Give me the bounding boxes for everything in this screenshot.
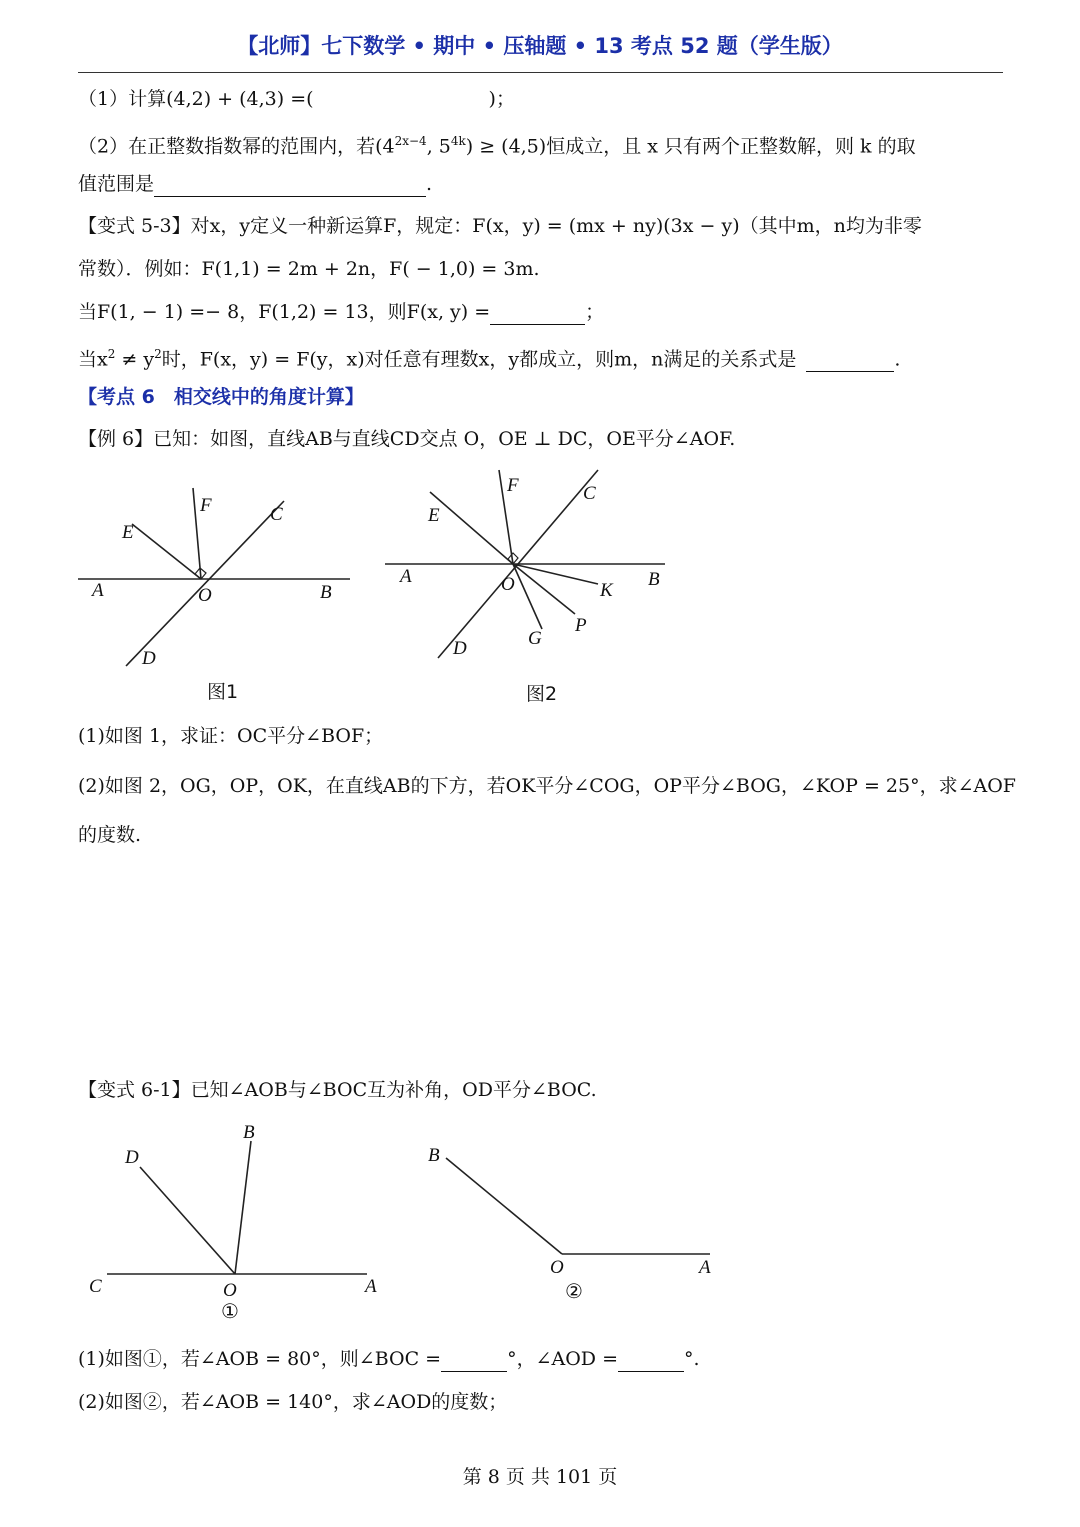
q2-exponent-1: 2x−4 <box>394 134 427 148</box>
figure-4-caption: ② <box>565 1281 583 1303</box>
label-b: B <box>320 582 332 603</box>
example-6-question-1: (1)如图 1，求证：OC平分∠BOF； <box>78 725 384 747</box>
ray-og <box>513 564 542 629</box>
figure-1-caption: 图1 <box>207 681 239 703</box>
label-o: O <box>550 1257 564 1278</box>
question-5-2-part2-cont <box>78 171 432 197</box>
v53-d-exp1: 2 <box>107 347 116 361</box>
answer-blank[interactable] <box>154 176 426 197</box>
v53-d-c: 时，F(x，y) = F(y，x)对任意有理数x，y都成立，则m，n满足的关系式是 <box>161 348 797 371</box>
q1-suffix: )； <box>488 88 515 110</box>
label-d: D <box>142 648 156 669</box>
variant-6-1-question-2: (2)如图②，若∠AOB = 140°，求∠AOD的度数； <box>78 1391 508 1413</box>
figure-4 <box>415 1135 725 1310</box>
label-b: B <box>428 1145 440 1166</box>
figure-3-caption: ① <box>221 1301 239 1323</box>
v53-c-end: ； <box>585 301 605 323</box>
example-6-question-2: (2)如图 2，OG，OP，OK，在直线AB的下方，若OK平分∠COG，OP平分∠BOG，∠KOP = 25°，求∠AOF <box>78 775 1016 797</box>
ray-ob <box>446 1158 562 1254</box>
question-5-2-part2 <box>78 128 916 159</box>
ray-oe <box>132 524 201 579</box>
q2-range-label: 值范围是 <box>78 173 155 195</box>
label-g: G <box>528 628 542 649</box>
answer-blank[interactable] <box>441 1351 507 1372</box>
ray-ob <box>235 1141 251 1274</box>
label-p: P <box>575 615 587 636</box>
variant-6-1-question-1 <box>78 1346 700 1372</box>
label-e: E <box>428 505 440 526</box>
q2-text-c: ) ≥ (4,5)恒成立，且 x 只有两个正整数解，则 k 的取 <box>465 135 916 158</box>
label-a: A <box>699 1257 711 1278</box>
v53-c-text: 当F(1, − 1) =− 8，F(1,2) = 13，则F(x, y) = <box>78 301 491 323</box>
label-d: D <box>125 1147 139 1168</box>
label-a: A <box>92 580 104 601</box>
v53-d-b: ≠ y <box>115 348 155 371</box>
label-f: F <box>200 495 212 516</box>
variant-5-3-line4 <box>78 341 900 372</box>
page-footer: 第 8 页 共 101 页 <box>462 1466 618 1488</box>
ray-od <box>140 1167 235 1274</box>
label-e: E <box>122 522 134 543</box>
label-c: C <box>583 483 596 504</box>
label-c: C <box>89 1276 102 1297</box>
q1-prefix: （1）计算(4,2) + (4,3) =( <box>78 88 314 110</box>
figure-2-caption: 图2 <box>526 683 558 705</box>
section-heading-kaodian-6: 【考点 6 相交线中的角度计算】 <box>78 386 364 408</box>
q2-exponent-2: 4k <box>450 134 466 148</box>
answer-blank[interactable] <box>490 304 585 325</box>
figure-1 <box>70 478 360 713</box>
q2-text-a: （2）在正整数指数幂的范围内，若(4 <box>78 135 395 158</box>
v61-q1-text-c: °. <box>684 1348 700 1370</box>
label-a: A <box>400 566 412 587</box>
variant-5-3-line3 <box>78 299 604 325</box>
label-b: B <box>243 1122 255 1143</box>
label-d: D <box>453 638 467 659</box>
figure-3 <box>80 1115 400 1325</box>
v61-q1-text-b: °，∠AOD = <box>507 1348 619 1370</box>
v53-d-exp2: 2 <box>154 347 162 361</box>
variant-5-3-line1: 【变式 5-3】对x，y定义一种新运算F，规定：F(x，y) = (mx + ny)(3x − y)（其中m，n均为非零 <box>78 215 922 237</box>
label-b: B <box>648 569 660 590</box>
page-header: 【北师】七下数学 • 期中 • 压轴题 • 13 考点 52 题（学生版） <box>237 34 843 58</box>
q2-end: . <box>426 173 433 195</box>
label-k: K <box>600 580 613 601</box>
v53-d-end: . <box>894 348 901 371</box>
ray-oe <box>430 492 513 564</box>
example-6-question-2-cont: 的度数. <box>78 824 142 846</box>
example-6-stem: 【例 6】已知：如图，直线AB与直线CD交点 O，OE ⊥ DC，OE平分∠AOF. <box>78 428 736 450</box>
label-c: C <box>270 504 283 525</box>
v53-d-a: 当x <box>78 348 108 371</box>
v61-q1-text-a: (1)如图①，若∠AOB = 80°，则∠BOC = <box>78 1348 442 1370</box>
label-o: O <box>501 574 515 595</box>
header-divider <box>78 72 1003 73</box>
answer-blank[interactable] <box>618 1351 684 1372</box>
variant-6-1-stem: 【变式 6-1】已知∠AOB与∠BOC互为补角，OD平分∠BOC. <box>78 1079 597 1101</box>
q2-text-b: , 5 <box>426 135 451 158</box>
question-5-2-part1 <box>78 86 515 112</box>
line-cd <box>126 501 284 666</box>
figure-2 <box>380 462 680 712</box>
label-o: O <box>223 1280 237 1301</box>
label-o: O <box>198 585 212 606</box>
label-a: A <box>365 1276 377 1297</box>
variant-5-3-line2: 常数）．例如：F(1,1) = 2m + 2n，F( − 1,0) = 3m. <box>78 258 540 280</box>
label-f: F <box>507 475 519 496</box>
answer-blank[interactable] <box>806 351 894 372</box>
